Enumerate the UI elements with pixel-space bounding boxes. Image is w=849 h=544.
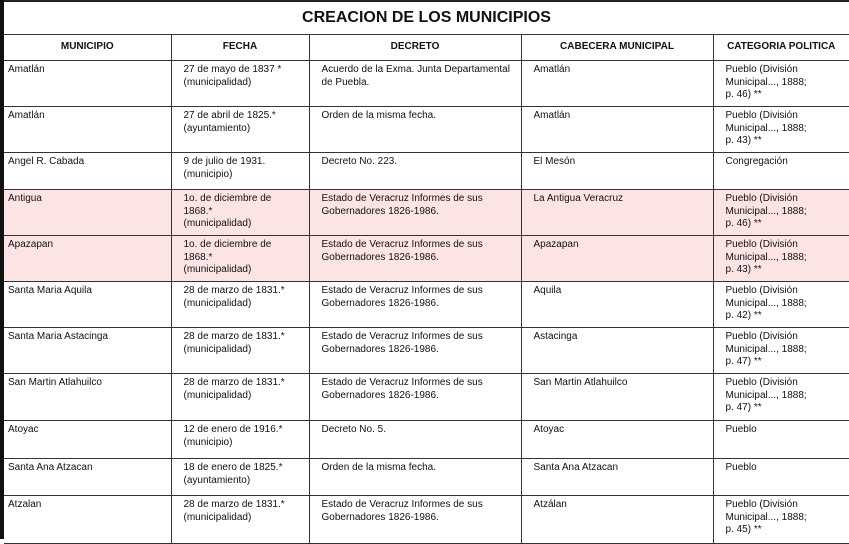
cell-decreto-line: Gobernadores 1826-1986. bbox=[321, 205, 439, 217]
cell-municipio: San Martin Atlahuilco bbox=[4, 374, 171, 421]
cell-fecha-line: (municipalidad) bbox=[183, 389, 252, 401]
cell-categoria-line: Municipal..., 1888; bbox=[725, 76, 807, 88]
cell-decreto bbox=[309, 153, 521, 190]
cell-decreto bbox=[309, 190, 521, 236]
cell-categoria-line: Municipal..., 1888; bbox=[725, 511, 807, 523]
cell-decreto bbox=[309, 61, 521, 107]
cell-categoria-line: Pueblo bbox=[725, 424, 757, 435]
cell-fecha-line: 1868.* bbox=[183, 251, 213, 263]
cell-categoria-line: Pueblo (División bbox=[725, 193, 798, 204]
cell-decreto bbox=[309, 374, 521, 421]
cell-categoria-line: p. 47) ** bbox=[725, 402, 762, 413]
cell-fecha-line: 27 de abril de 1825.* bbox=[183, 110, 276, 121]
cell-cabecera: Amatlán bbox=[521, 107, 713, 153]
cell-municipio: Apazapan bbox=[4, 236, 171, 282]
table-row bbox=[4, 236, 849, 282]
cell-municipio: Amatlán bbox=[4, 107, 171, 153]
cell-categoria-line: Municipal..., 1888; bbox=[725, 122, 807, 134]
cell-decreto-line: Gobernadores 1826-1986. bbox=[321, 343, 439, 355]
cell-categoria-line: p. 43) ** bbox=[725, 135, 762, 146]
cell-categoria-line: p. 43) ** bbox=[725, 264, 762, 275]
cell-categoria bbox=[713, 236, 849, 282]
cell-municipio: Santa Maria Aquila bbox=[4, 282, 171, 328]
cell-fecha-line: 1868.* bbox=[183, 205, 213, 217]
cell-cabecera: Aquila bbox=[521, 282, 713, 328]
header-row bbox=[4, 35, 849, 61]
cell-categoria-line: Pueblo (División bbox=[725, 64, 798, 75]
header-fecha: FECHA bbox=[171, 35, 309, 61]
cell-fecha bbox=[171, 61, 309, 107]
cell-categoria-line: Pueblo (División bbox=[725, 377, 798, 388]
cell-decreto-line: Gobernadores 1826-1986. bbox=[321, 511, 439, 523]
cell-fecha-line: (municipalidad) bbox=[183, 511, 252, 523]
cell-fecha-line: 28 de marzo de 1831.* bbox=[183, 499, 285, 510]
cell-fecha-line: (municipio) bbox=[183, 436, 233, 448]
cell-categoria bbox=[713, 496, 849, 544]
cell-cabecera: El Mesón bbox=[521, 153, 713, 190]
cell-categoria bbox=[713, 61, 849, 107]
cell-categoria bbox=[713, 328, 849, 374]
cell-cabecera: Astacinga bbox=[521, 328, 713, 374]
cell-decreto-line: Gobernadores 1826-1986. bbox=[321, 251, 439, 263]
cell-categoria bbox=[713, 107, 849, 153]
cell-fecha-line: 28 de marzo de 1831.* bbox=[183, 285, 285, 296]
cell-categoria bbox=[713, 374, 849, 421]
cell-decreto-line: Gobernadores 1826-1986. bbox=[321, 389, 439, 401]
cell-categoria bbox=[713, 282, 849, 328]
cell-decreto bbox=[309, 282, 521, 328]
cell-decreto-line: Estado de Veracruz Informes de sus bbox=[321, 193, 483, 204]
cell-categoria-line: Municipal..., 1888; bbox=[725, 343, 807, 355]
cell-categoria-line: p. 45) ** bbox=[725, 524, 762, 535]
cell-municipio: Atzalan bbox=[4, 496, 171, 544]
cell-fecha-line: (ayuntamiento) bbox=[183, 122, 251, 134]
cell-categoria bbox=[713, 459, 849, 496]
cell-decreto-line: Orden de la misma fecha. bbox=[321, 462, 436, 473]
cell-categoria-line: Pueblo (División bbox=[725, 499, 798, 510]
cell-categoria-line: p. 42) ** bbox=[725, 310, 762, 321]
cell-categoria-line: Municipal..., 1888; bbox=[725, 297, 807, 309]
table-row bbox=[4, 153, 849, 190]
cell-fecha bbox=[171, 236, 309, 282]
cell-cabecera: Santa Ana Atzacan bbox=[521, 459, 713, 496]
table-row bbox=[4, 374, 849, 421]
cell-cabecera: La Antigua Veracruz bbox=[521, 190, 713, 236]
table-row bbox=[4, 328, 849, 374]
cell-cabecera: Apazapan bbox=[521, 236, 713, 282]
cell-fecha bbox=[171, 459, 309, 496]
cell-fecha bbox=[171, 153, 309, 190]
table-row bbox=[4, 459, 849, 496]
cell-categoria-line: Pueblo bbox=[725, 462, 757, 473]
cell-fecha-line: (municipio) bbox=[183, 168, 233, 180]
cell-decreto-line: Estado de Veracruz Informes de sus bbox=[321, 285, 483, 296]
cell-fecha bbox=[171, 190, 309, 236]
cell-categoria-line: Congregación bbox=[725, 156, 788, 167]
cell-decreto-line: Estado de Veracruz Informes de sus bbox=[321, 331, 483, 342]
cell-categoria-line: p. 46) ** bbox=[725, 218, 762, 229]
cell-categoria-line: Pueblo (División bbox=[725, 110, 798, 121]
table-row bbox=[4, 61, 849, 107]
header-decreto: DECRETO bbox=[309, 35, 521, 61]
municipios-table bbox=[4, 34, 849, 544]
cell-decreto-line: Orden de la misma fecha. bbox=[321, 110, 436, 121]
cell-fecha-line: (municipalidad) bbox=[183, 264, 252, 275]
cell-fecha-line: (municipalidad) bbox=[183, 218, 252, 229]
cell-decreto-line: Acuerdo de la Exma. Junta Departamental bbox=[321, 64, 510, 75]
header-cabecera: CABECERA MUNICIPAL bbox=[521, 35, 713, 61]
cell-categoria-line: Pueblo (División bbox=[725, 331, 798, 342]
cell-municipio: Santa Ana Atzacan bbox=[4, 459, 171, 496]
cell-fecha bbox=[171, 496, 309, 544]
cell-decreto-line: Estado de Veracruz Informes de sus bbox=[321, 239, 483, 250]
cell-categoria-line: Pueblo (División bbox=[725, 285, 798, 296]
table-row bbox=[4, 421, 849, 459]
cell-decreto bbox=[309, 421, 521, 459]
cell-fecha bbox=[171, 421, 309, 459]
cell-categoria-line: p. 47) ** bbox=[725, 356, 762, 367]
cell-cabecera: Atzálan bbox=[521, 496, 713, 544]
cell-fecha-line: 28 de marzo de 1831.* bbox=[183, 377, 285, 388]
cell-fecha-line: 1o. de diciembre de bbox=[183, 193, 272, 204]
cell-decreto-line: de Puebla. bbox=[321, 76, 370, 88]
cell-categoria-line: p. 46) ** bbox=[725, 89, 762, 100]
cell-fecha bbox=[171, 374, 309, 421]
cell-fecha bbox=[171, 282, 309, 328]
cell-categoria-line: Municipal..., 1888; bbox=[725, 389, 807, 401]
cell-categoria-line: Municipal..., 1888; bbox=[725, 205, 807, 217]
cell-decreto-line: Estado de Veracruz Informes de sus bbox=[321, 377, 483, 388]
cell-fecha bbox=[171, 328, 309, 374]
table-row bbox=[4, 496, 849, 544]
cell-fecha-line: 18 de enero de 1825.* bbox=[183, 462, 283, 473]
table-row bbox=[4, 107, 849, 153]
cell-decreto-line: Decreto No. 223. bbox=[321, 156, 398, 167]
header-categoria: CATEGORIA POLITICA bbox=[713, 35, 849, 61]
cell-fecha-line: 27 de mayo de 1837 * bbox=[183, 64, 282, 75]
cell-fecha-line: (ayuntamiento) bbox=[183, 474, 251, 486]
cell-fecha-line: (municipalidad) bbox=[183, 297, 252, 309]
cell-decreto bbox=[309, 459, 521, 496]
cell-cabecera: Atoyac bbox=[521, 421, 713, 459]
cell-decreto bbox=[309, 107, 521, 153]
cell-decreto bbox=[309, 328, 521, 374]
cell-decreto-line: Gobernadores 1826-1986. bbox=[321, 297, 439, 309]
cell-cabecera: Amatlán bbox=[521, 61, 713, 107]
table-row bbox=[4, 190, 849, 236]
cell-municipio: Santa Maria Astacinga bbox=[4, 328, 171, 374]
cell-fecha-line: 1o. de diciembre de bbox=[183, 239, 272, 250]
cell-categoria-line: Pueblo (División bbox=[725, 239, 798, 250]
cell-fecha-line: 9 de julio de 1931. bbox=[183, 156, 266, 167]
cell-categoria bbox=[713, 190, 849, 236]
cell-fecha-line: (municipalidad) bbox=[183, 343, 252, 355]
page-title: CREACION DE LOS MUNICIPIOS bbox=[302, 9, 551, 26]
cell-fecha-line: (municipalidad) bbox=[183, 76, 252, 88]
table-row bbox=[4, 282, 849, 328]
cell-categoria-line: Municipal..., 1888; bbox=[725, 251, 807, 263]
cell-municipio: Amatlán bbox=[4, 61, 171, 107]
header-municipio: MUNICIPIO bbox=[4, 35, 171, 61]
cell-decreto bbox=[309, 236, 521, 282]
cell-decreto-line: Decreto No. 5. bbox=[321, 424, 386, 435]
cell-fecha-line: 12 de enero de 1916.* bbox=[183, 424, 283, 435]
cell-categoria bbox=[713, 153, 849, 190]
cell-municipio: Angel R. Cabada bbox=[4, 153, 171, 190]
cell-fecha bbox=[171, 107, 309, 153]
cell-municipio: Antigua bbox=[4, 190, 171, 236]
cell-decreto bbox=[309, 496, 521, 544]
cell-fecha-line: 28 de marzo de 1831.* bbox=[183, 331, 285, 342]
cell-cabecera: San Martin Atlahuilco bbox=[521, 374, 713, 421]
cell-categoria bbox=[713, 421, 849, 459]
cell-municipio: Atoyac bbox=[4, 421, 171, 459]
cell-decreto-line: Estado de Veracruz Informes de sus bbox=[321, 499, 483, 510]
